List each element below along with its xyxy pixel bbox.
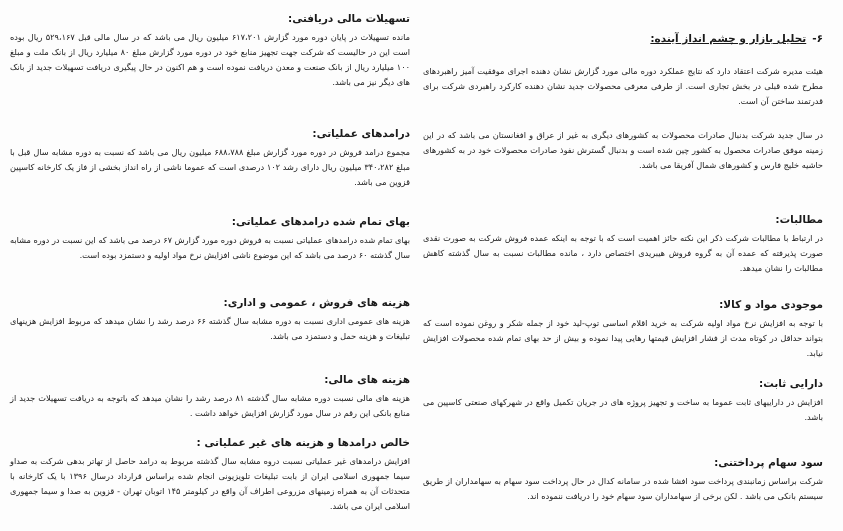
sga-expenses-section	[10, 296, 410, 344]
section-number: ۶-	[812, 33, 823, 45]
section-heading: موجودی مواد و کالا:	[719, 299, 823, 311]
section-body: مانده تسهیلات در پایان دوره مورد گزارش ۶۱۷،۲۰۱ میلیون ریال می باشد که در سال مالی قبل ۵۲۹،۱۶۷ ریال بوده است این در حالیست که شرکت جهت تجهیز منابع خود در دوره مورد گزارش مبلغ ۸۰ میلیارد ریال از بانک ملت و مبلغ ۱۰۰ میلیارد ریال از بانک صنعت و معدن دریافت نموده است و هم اکنون در حال پیگیری دریافت تسهیلات جدید از بانک های دیگر نیز می باشد.	[10, 32, 410, 87]
facilities-section	[10, 12, 410, 90]
section-heading: هزینه های فروش ، عمومی و اداری:	[223, 297, 410, 309]
operating-revenue-section	[10, 127, 410, 190]
intro-paragraph-1	[423, 64, 823, 109]
section-body: شرکت براساس زمانبندی پرداخت سود افشا شده در سامانه کدال در حال پرداخت سود سهام به سهامداران از طریق سیستم بانکی می باشد . لکن برخی از سهامداران سود سهام خود را دریافت ننموده اند.	[423, 476, 823, 501]
section-heading: تسهیلات مالی دریافتی:	[288, 13, 410, 25]
non-operating-section	[10, 436, 410, 514]
section-body: با توجه به افزایش نرخ مواد اولیه شرکت به خرید اقلام اساسی توپ-لید خود از جمله شکر و روغن نموده است که بتواند حداقل در کوتاه مدت از فشار افزایش قیمتها رهایی پیدا نموده و بیش از حد بهای تمام شده محصولات افزایش نیابد.	[423, 318, 823, 358]
section-body: بهای تمام شده درامدهای عملیاتی نسبت به فروش دوره مورد گزارش ۶۷ درصد می باشد که این نسبت در دوره مشابه سال گذشته ۶۰ درصد می باشد که این موضوع ناشی افزایش نرخ مواد اولیه و دستمزد بوده است.	[10, 235, 410, 260]
section-heading: خالص درامدها و هزینه های غیر عملیاتی :	[196, 437, 410, 449]
section-heading: درامدهای عملیاتی:	[312, 128, 410, 140]
receivables-section	[423, 213, 823, 276]
paragraph-text: در سال جدید شرکت بدنبال صادرات محصولات به کشورهای دیگری به غیر از عراق و افغانستان می باشد که در این زمینه موفق صادرات محصول به کشور چین شده است و بدنبال گسترش نفوذ صادرات محصولات خود در به کشورهای حاشیه خلیج فارس و کشورهای شمال آفریقا می باشد.	[423, 130, 823, 170]
section-body: هزینه های عمومی اداری نسبت به دوره مشابه سال گذشته ۶۶ درصد رشد را نشان میدهد که مربوط افزایش هزینهای تبلیغات و هزینه حمل و دستمزد می باشد.	[10, 316, 411, 341]
section-body: در ارتباط با مطالبات شرکت ذکر این نکته حائز اهمیت است که با توجه به اینکه عمده فروش شرکت به صورت نقدی صورت پذیرفته که عمده آن به گروه فروش هیبریدی اختصاص دارد ، مانده مطالبات نسبت به سال گذشته کاهش مطالبات را نشان میدهد.	[423, 233, 823, 273]
section-body: هزینه های مالی نسبت دوره مشابه سال گذشته ۸۱ درصد رشد را نشان میدهد که باتوجه به دریافت تسهیلات جدید از منابع بانکی این رقم در سال مورد گزارش افزایش خواهد داشت .	[10, 393, 410, 418]
dividends-payable-section	[423, 456, 823, 504]
section-heading: مطالبات:	[775, 214, 823, 226]
section-heading: هزینه های مالی:	[324, 374, 410, 386]
inventory-section	[423, 298, 823, 361]
section-heading: دارایی ثابت:	[759, 378, 823, 390]
market-analysis-heading	[423, 33, 823, 45]
fixed-assets-section	[423, 377, 823, 425]
section-title: تحلیل بازار و چشم انداز آینده:	[650, 33, 807, 45]
section-body: افزایش درامدهای غیر عملیاتی نسبت دروه مشابه سال گذشته مربوط به درامد حاصل از تهاتر بدهی شرکت به صداو سیما جمهوری اسلامی ایران از بابت تبلیغات تلویزیونی انجام شده براساس قرارداد درسال ۱۳۹۶ با یک کارخانه با متحدثات آن به همراه زمینهای مزروعی اطراف آن واقع در کیلومتر ۱۴۵ اتوبان تهران - قزوین به صدا و سیما جمهوری اسلامی ایران می باشد.	[10, 456, 410, 511]
section-body: مجموع درامد فروش در دوره مورد گزارش مبلغ ۶۸۸،۷۸۸ میلیون ریال می باشد که نسبت به دوره مشابه سال قبل با مبلغ ۳۴۰،۲۸۲ میلیون ریال دارای رشد ۱۰۲ درصدی است که عموما ناشی از راه انداز بخشی از فاز یک کارخانه کاسپین قزوین می باشد.	[10, 147, 410, 187]
intro-paragraph-2	[423, 128, 823, 173]
section-heading: بهای تمام شده درامدهای عملیاتی:	[231, 216, 410, 228]
financial-expenses-section	[10, 373, 410, 421]
cost-of-revenue-section	[10, 215, 410, 263]
paragraph-text: هیئت مدیره شرکت اعتقاد دارد که نتایج عملکرد دوره مالی مورد گزارش نشان دهنده اجرای موفقیت آمیز راهبردهای مطرح شده قبلی در بخش تجاری است. از طرفی معرفی محصولات جدید نشان دهنده کارکرد راهبردی شرکت برای قدرتمند ساختن آن است.	[423, 66, 823, 106]
section-body: افزایش در داراییهای ثابت عموما به ساخت و تجهیز پروژه های در جریان تکمیل واقع در شهرکهای صنعتی کاسپین می باشد.	[423, 397, 823, 422]
section-heading: سود سهام پرداختنی:	[714, 457, 823, 469]
